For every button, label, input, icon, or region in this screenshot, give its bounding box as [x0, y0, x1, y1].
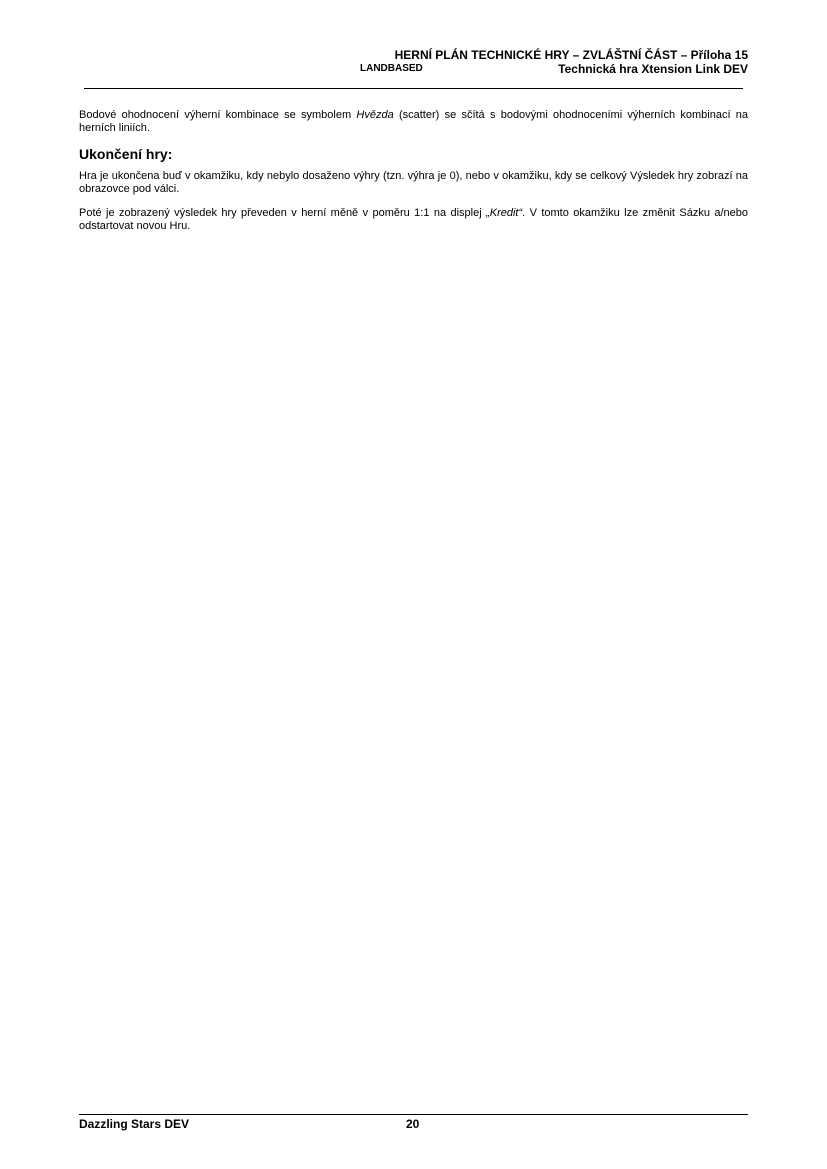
header-technical-game: Technická hra Xtension Link DEV	[558, 62, 748, 76]
section-heading: Ukončení hry:	[79, 146, 173, 162]
header-subtitle-row	[79, 62, 748, 76]
paragraph-result-text-2: . V tomto okamžiku lze změnit Sázku a/nebo odstartovat novou Hru.	[79, 207, 748, 232]
paragraph-result-text-1: Poté je zobrazený výsledek hry převeden v herní měně v poměru 1:1 na displej	[79, 207, 487, 219]
paragraph-result-display: „Kredit“	[486, 207, 523, 219]
paragraph-scatter-symbol: Hvězda	[356, 109, 394, 121]
header-title: HERNÍ PLÁN TECHNICKÉ HRY – ZVLÁŠTNÍ ČÁST – Příloha 15	[394, 48, 748, 62]
page-header	[79, 48, 748, 76]
paragraph-scatter-text-1: Bodové ohodnocení výherní kombinace se symbolem	[79, 109, 357, 121]
footer-divider	[79, 1114, 748, 1115]
header-landbased: LANDBASED	[360, 63, 423, 74]
paragraph-result-transfer	[79, 207, 748, 233]
paragraph-scatter-text-2: (scatter) se sčítá s bodovými ohodnoceními výherních kombinací na herních liniích.	[79, 109, 748, 134]
page-content	[79, 109, 748, 244]
paragraph-scatter	[79, 109, 748, 135]
paragraph-game-end: Hra je ukončena buď v okamžiku, kdy nebylo dosaženo výhry (tzn. výhra je 0), nebo v okamžiku, kdy se celkový Výsledek hry zobrazí na obrazovce pod válci.	[79, 170, 748, 195]
header-divider	[84, 88, 743, 89]
footer-game-name: Dazzling Stars DEV	[79, 1117, 190, 1131]
footer-page-number: 20	[406, 1117, 420, 1131]
